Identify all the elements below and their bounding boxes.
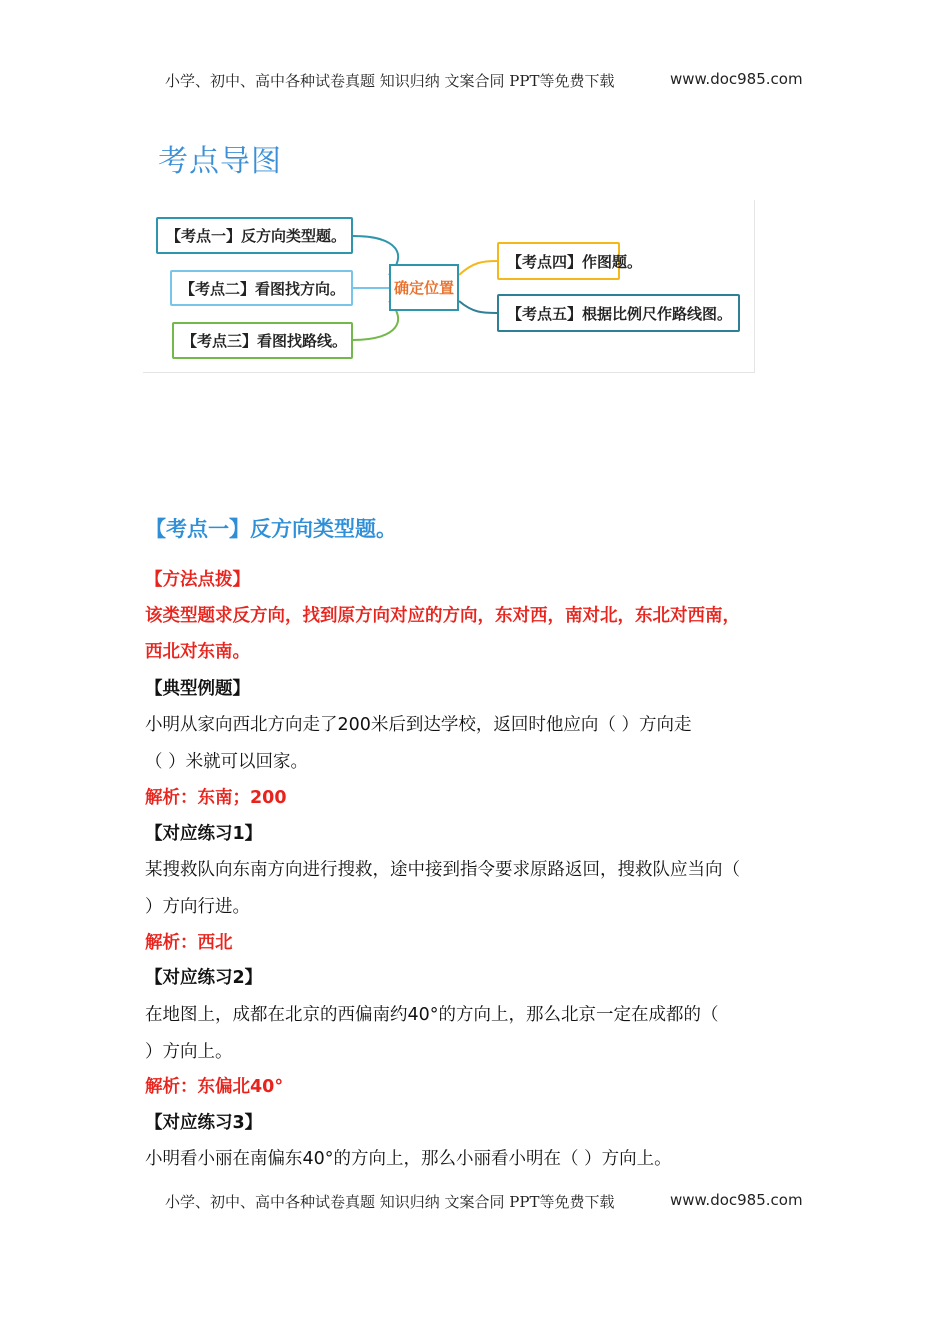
page-title: 考点导图 [158, 144, 282, 179]
connector-5 [459, 301, 497, 313]
practice-1-label: 【对应练习1】 [145, 824, 263, 844]
section-heading: 【考点一】反方向类型题。 [145, 517, 397, 541]
practice-2-label: 【对应练习2】 [145, 968, 263, 988]
mind-node-3: 【考点三】看图找路线。 [172, 322, 353, 359]
mind-node-4: 【考点四】作图题。 [497, 242, 620, 280]
footer-text: 小学、初中、高中各种试卷真题 知识归纳 文案合同 PPT等免费下载 [165, 1193, 615, 1211]
mind-node-5: 【考点五】根据比例尺作路线图。 [497, 294, 740, 332]
practice-2-text-2: ）方向上。 [145, 1042, 233, 1062]
practice-2-answer: 解析：东偏北40° [145, 1077, 284, 1097]
footer-url: www.doc985.com [670, 1191, 803, 1209]
method-text-2: 西北对东南。 [145, 642, 250, 662]
connector-4 [459, 261, 497, 275]
practice-1-text-2: ）方向行进。 [145, 897, 250, 917]
practice-2-text-1: 在地图上，成都在北京的西偏南约40°的方向上，那么北京一定在成都的（ [145, 1005, 719, 1025]
mind-node-2: 【考点二】看图找方向。 [170, 270, 353, 306]
example-label: 【典型例题】 [145, 679, 250, 699]
mind-center: 确定位置 [389, 264, 459, 311]
practice-3-text-1: 小明看小丽在南偏东40°的方向上，那么小丽看小明在（ ）方向上。 [145, 1149, 672, 1169]
header-url: www.doc985.com [670, 70, 803, 88]
example-text-1: 小明从家向西北方向走了200米后到达学校，返回时他应向（ ）方向走 [145, 715, 692, 735]
mind-map [143, 200, 755, 373]
header-text: 小学、初中、高中各种试卷真题 知识归纳 文案合同 PPT等免费下载 [165, 72, 615, 90]
example-text-2: （ ）米就可以回家。 [145, 752, 309, 772]
practice-1-answer: 解析：西北 [145, 933, 233, 953]
practice-1-text-1: 某搜救队向东南方向进行搜救，途中接到指令要求原路返回，搜救队应当向（ [145, 860, 740, 880]
method-text-1: 该类型题求反方向，找到原方向对应的方向，东对西，南对北，东北对西南， [145, 606, 740, 626]
method-label: 【方法点拨】 [145, 570, 250, 590]
practice-3-label: 【对应练习3】 [145, 1113, 263, 1133]
example-answer: 解析：东南；200 [145, 788, 287, 808]
mind-node-1: 【考点一】反方向类型题。 [156, 217, 353, 254]
